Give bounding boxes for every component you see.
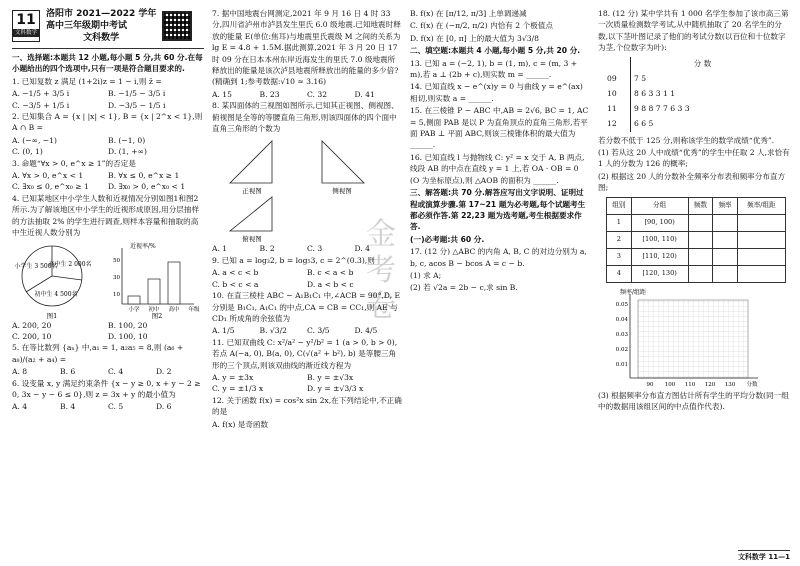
qr-code-icon[interactable]	[162, 11, 192, 41]
q6-options	[12, 401, 204, 412]
table-cell: [100, 110)	[631, 231, 688, 248]
q5-option-d: D. 2	[156, 367, 172, 377]
exam-title: 洛阳市 2021—2022 学年	[46, 9, 157, 19]
q10-option-c: C. 3/5	[307, 326, 330, 336]
badge-text: 文科数学	[14, 30, 37, 36]
bar-primary	[128, 296, 140, 304]
stem-header: 分 数	[693, 59, 712, 69]
q1-option-a: A. −1/5 + 3/5 i	[12, 89, 70, 99]
pie-label-middle: 初中生 4 500名	[34, 290, 78, 298]
q2-options	[12, 135, 204, 158]
bar-category: 年级	[188, 306, 200, 313]
side-view-label: 侧视图	[332, 187, 352, 196]
q6-stem: 6. 设变量 x, y 满足约束条件 {x − y ≥ 0, x + y − 2 ≥ 0, 3x − y − 6 ≤ 0},则 z = 3x + y 的最小值为	[12, 378, 201, 399]
q7-option-d: D. 41	[354, 89, 375, 99]
table-header: 频率/组距	[737, 197, 785, 214]
q2-option-b: B. (−1, 0)	[108, 135, 146, 145]
q11-option-d: D. y = ±√3/3 x	[307, 384, 364, 394]
bar-middle	[148, 279, 160, 304]
front-view-label: 正视图	[242, 187, 262, 196]
stem-row	[604, 102, 774, 117]
q4-option-c: C. 200, 10	[12, 331, 52, 341]
section-required-title: (一)必考题:共 60 分.	[410, 234, 485, 244]
q5-option-c: C. 4	[108, 367, 124, 377]
q3-stem: 3. 命题“∀x > 0, e^x ≥ 1”的否定是	[12, 158, 136, 168]
page-footer: 文科数学 11—1	[738, 550, 790, 562]
q11-option-c: C. y = ±1/3 x	[212, 384, 264, 394]
section-choice-title: 一、选择题:本题共 12 小题,每小题 5 分,共 60 分.在每小题给出的四个选项中,只有一项是符合题目要求的.	[12, 53, 203, 74]
table-row	[607, 265, 786, 282]
q16-stem: 16. 已知直线 l 与抛物线 C: y² = x 交于 A, B 两点,线段 AB 的中点在直线 y = 1 上,若 OA · OB = 0 (O 为坐标原点),则 △AOB 的面积为 ______.	[410, 152, 585, 185]
stem-leaves: 9 8 8 7 7 6 3 3	[634, 104, 690, 114]
q7-stem: 7. 据中国地震台网测定,2021 年 9 月 16 日 4 时 33 分,四川省泸州市泸县发生里氏 6.0 级地震.已知地震时释放的能量 E(单位:焦耳)与地震里氏震级 M 之间的关系为 lg E = 4.8 + 1.5M.据此测算,2021 年 3 月 20 日 17 时 09 分在日本本州东岸近海发生的里氏 7.0 级地震所释放出的能量是该次泸县地震所释放出的能量的多少倍?(精确到 1;参考数据:√10 ≈ 3.16)	[212, 9, 401, 87]
q11-stem: 11. 已知双曲线 C: x²/a² − y²/b² = 1 (a > 0, b > 0),若点 A(−a, 0), B(a, 0), C(√(a² + b²), b) 是等腰三角形的三个顶点,则该双曲线的渐近线方程为	[212, 337, 398, 370]
q2-option-a: A. (−∞, −1)	[12, 135, 57, 145]
table-cell[interactable]	[713, 265, 738, 282]
bar-y-title: 近视率/%	[130, 242, 156, 250]
q5-stem: 5. 在等比数列 {aₙ} 中,a₁ = 1, a₂a₅ = 8,则 (a₆ + a₈)/(a₂ + a₄) =	[12, 343, 184, 364]
q12-option-d: D. f(x) 在 [0, π] 上的最大值为 3√3/8	[410, 33, 539, 43]
q3-option-b: B. ∀x ≤ 0, e^x ≥ 1	[108, 171, 180, 181]
q5-options	[12, 366, 204, 377]
svg-text:金: 金	[366, 217, 396, 252]
q10-option-a: A. 1/5	[212, 326, 235, 336]
bar-category: 高中	[168, 306, 180, 313]
q12-stem: 12. 关于函数 f(x) = cos²x sin 2x,在下列结论中,不正确的是	[212, 395, 402, 417]
q7-option-a: A. 15	[212, 89, 232, 99]
section-answer-title: 三、解答题:共 70 分.解答应写出文字说明、证明过程或演算步骤.第 17~21 题为必考题,每个试题考生都必须作答.第 22,23 题为选考题,考生根据要求作答.	[410, 188, 586, 232]
q1-option-b: B. −1/5 − 3/5 i	[108, 89, 166, 99]
front-view	[230, 141, 272, 183]
table-cell: 3	[607, 248, 632, 265]
hist-y-tick: 0.02	[615, 346, 628, 353]
section-fill-title: 二、填空题:本题共 4 小题,每小题 5 分,共 20 分.	[410, 46, 581, 56]
stem-row	[604, 117, 774, 132]
hist-x-tick: 130	[724, 381, 736, 388]
q17-part2: (2) 若 √2a = 2b − c,求 sin B.	[410, 283, 518, 293]
fig1-caption: 图1	[46, 311, 58, 320]
q3-option-a: A. ∀x > 0, e^x < 1	[12, 171, 84, 181]
bar-high	[168, 262, 180, 304]
q6-option-c: C. 5	[108, 402, 124, 412]
q5-option-b: B. 6	[60, 367, 76, 377]
q9-option-d: D. a < b < c	[307, 279, 354, 289]
stem-key: 10	[604, 87, 631, 102]
table-cell[interactable]	[688, 265, 713, 282]
hist-y-tick: 0.04	[615, 316, 628, 323]
q4-option-d: D. 100, 10	[108, 331, 148, 341]
side-view	[322, 141, 364, 183]
table-cell: 1	[607, 214, 632, 231]
q12-option-a: A. f(x) 是奇函数	[212, 419, 269, 429]
q8-stem: 8. 某四面体的三视图如图所示,已知其正视图、侧视图、俯视图是全等的等腰直角三角形,则该四面体的四个面中直角三角形的个数为	[212, 101, 399, 134]
q1-option-c: C. −3/5 + 1/5 i	[12, 100, 70, 110]
q18-part2: (2) 根据这 20 人的分数补全频率分布表和频率分布直方图;	[598, 171, 786, 193]
q17-part1: (1) 求 A;	[410, 270, 442, 280]
q11-option-a: A. y = ±3x	[212, 372, 254, 382]
bar-tick: 50	[113, 257, 120, 264]
table-cell: [120, 130)	[631, 265, 688, 282]
grid-area[interactable]	[638, 300, 748, 378]
q18-stem: 18. (12 分) 某中学共有 1 000 名学生参加了该市高三第一次质量检测数学考试,从中随机抽取了 20 名学生的分数,以下茎叶图记录了他们的考试分数(以百位和十位数字为茎,个位数字为叶):	[598, 9, 789, 53]
q18-part1: (1) 若从这 20 人中成绩“优秀”的学生中任取 2 人,求恰有 1 人的分数为 126 的概率;	[598, 148, 790, 169]
pie-label-high: 高中生 2 000名	[48, 260, 92, 268]
bar-tick: 10	[113, 291, 120, 298]
q10-options	[212, 325, 402, 336]
q11-option-b: B. y = ±√3x	[307, 372, 354, 382]
q2-option-d: D. (1, +∞)	[108, 147, 147, 157]
q4-options	[12, 320, 204, 343]
q12-option-c: C. f(x) 在 (−π/2, π/2) 内恰有 2 个极值点	[410, 21, 553, 31]
exam-header	[12, 8, 204, 49]
table-cell[interactable]	[737, 214, 785, 231]
table-header: 频数	[688, 197, 713, 214]
q5-option-a: A. 8	[12, 367, 28, 377]
hist-y-title: 频率/组距	[620, 288, 647, 296]
hist-x-tick: 90	[646, 381, 654, 388]
q18-text: 若分数不低于 125 分,则称该学生的数学成绩“优秀”.	[598, 135, 775, 145]
q8-options	[212, 243, 402, 254]
table-cell[interactable]	[737, 231, 785, 248]
top-view-label: 俯视图	[242, 235, 262, 244]
q17-stem: 17. (12 分) △ABC 的内角 A, B, C 的对边分别为 a, b, c, acos B − bcos A = c − b.	[410, 247, 587, 268]
badge-number: 11	[16, 12, 36, 28]
q6-option-b: B. 4	[60, 402, 76, 412]
q10-stem: 10. 在直三棱柱 ABC − A₁B₁C₁ 中,∠ACB = 90°,D, E 分别是 B₁C₁, A₁C₁ 的中点,CA = CB = CC₁,则 AE 与 CD₁ 所成角的余弦值为	[212, 291, 400, 323]
q3-options	[12, 170, 204, 193]
q12-option-b: B. f(x) 在 [π/12, π/3] 上单调递减	[410, 9, 527, 18]
table-row	[607, 214, 786, 231]
histogram-grid	[598, 286, 788, 390]
q4-figures	[12, 240, 202, 320]
q9-options	[212, 267, 402, 290]
hist-x-title: 分数	[746, 381, 758, 388]
q1-stem: 1. 已知复数 z 满足 (1+2i)z = 1 − i,则 z̄ =	[12, 76, 162, 86]
q1-option-d: D. −3/5 − 1/5 i	[108, 100, 166, 110]
q7-option-b: B. 23	[259, 89, 280, 99]
stem-leaf-plot	[604, 57, 774, 132]
fig2-caption: 图2	[151, 311, 163, 320]
q11-options	[212, 372, 402, 395]
column-1	[12, 8, 204, 413]
q1-options	[12, 88, 204, 111]
q3-option-c: C. ∃x₀ ≤ 0, e^x₀ ≥ 1	[12, 182, 89, 192]
q3-option-d: D. ∃x₀ > 0, e^x₀ < 1	[108, 182, 186, 192]
table-cell: 4	[607, 265, 632, 282]
q8-option-a: A. 1	[212, 244, 228, 254]
q10-option-b: B. √3/2	[259, 326, 287, 336]
q9-option-b: B. c < a < b	[307, 268, 354, 278]
table-cell: [90, 100)	[631, 214, 688, 231]
hist-y-tick: 0.05	[615, 301, 628, 308]
q8-option-c: C. 3	[307, 244, 323, 254]
q13-stem: 13. 已知 a = (−2, 1), b = (1, m), c = (m, 3 + m),若 a ⊥ (2b + c),则实数 m = ______.	[410, 58, 578, 80]
stem-key: 09	[604, 72, 631, 87]
q4-option-b: B. 100, 20	[108, 320, 148, 330]
table-cell[interactable]	[713, 248, 738, 265]
q6-option-a: A. 4	[12, 402, 28, 412]
stem-row	[604, 87, 774, 102]
table-header: 分组	[631, 197, 688, 214]
stem-key: 11	[604, 102, 631, 117]
q2-stem: 2. 已知集合 A = {x | |x| < 1}, B = {x | 2^x < 1},则 A ∩ B =	[12, 112, 203, 133]
table-cell[interactable]	[688, 248, 713, 265]
table-header: 频率	[713, 197, 738, 214]
stem-row	[604, 72, 774, 87]
q14-stem: 14. 已知直线 x − e^(x)y = 0 与曲线 y = e^(ax) 相切,则实数 a = ______.	[410, 82, 583, 103]
q9-option-c: C. b < c < a	[212, 279, 259, 289]
table-cell[interactable]	[688, 231, 713, 248]
q7-option-c: C. 32	[307, 89, 328, 99]
table-cell[interactable]	[737, 248, 785, 265]
badge	[12, 10, 40, 42]
stem-key: 12	[604, 117, 631, 132]
table-header: 组别	[607, 197, 632, 214]
exam-subtitle: 高中三年级期中考试	[46, 21, 128, 31]
q2-option-c: C. (0, 1)	[12, 147, 43, 157]
q4-option-a: A. 200, 20	[12, 320, 52, 330]
stem-leaves: 6 6 5	[634, 119, 654, 129]
table-row	[607, 231, 786, 248]
column-2	[212, 8, 402, 431]
column-4	[598, 8, 790, 413]
hist-x-tick: 120	[704, 381, 716, 388]
q7-options	[212, 89, 402, 100]
q10-option-d: D. 4/5	[354, 326, 378, 336]
bar-category: 初中	[148, 306, 160, 313]
q4-stem: 4. 已知某地区中小学生人数和近视情况分别如图1和图2所示.为了解该地区中小学生的近视形成原因,用分层抽样的方法抽取 2% 的学生进行调查,则样本容量和抽取的高中生近视人数分别为	[12, 193, 200, 238]
table-row	[607, 248, 786, 265]
table-cell[interactable]	[688, 214, 713, 231]
q15-stem: 15. 在三棱锥 P − ABC 中,AB = 2√6, BC = 1, AC = 5,侧面 PAB 是以 P 为直角顶点的直角三角形,若平面 PAB ⊥ 平面 ABC,则该三棱锥体积的最大值为 ______.	[410, 106, 589, 150]
hist-x-tick: 100	[664, 381, 676, 388]
frequency-table	[606, 197, 786, 283]
column-3	[410, 8, 590, 295]
table-cell[interactable]	[737, 265, 785, 282]
exam-subject: 文科数学	[83, 33, 120, 43]
top-view	[230, 197, 272, 231]
pie-label-primary: 小学生 3 500名	[14, 262, 58, 270]
q8-three-views	[212, 135, 402, 243]
q9-stem: 9. 已知 a = log₃2, b = log₅3, c = 2^(0.3),则	[212, 255, 375, 265]
bar-tick: 30	[113, 274, 120, 281]
stem-leaves: 8 6 3 3 1 1	[634, 89, 676, 99]
hist-y-tick: 0.03	[615, 331, 628, 338]
q8-option-b: B. 2	[259, 244, 275, 254]
hist-x-tick: 110	[684, 381, 696, 388]
q9-option-a: A. a < c < b	[212, 268, 259, 278]
svg-text:考: 考	[366, 253, 396, 288]
table-cell[interactable]	[713, 214, 738, 231]
hist-y-tick: 0.01	[615, 361, 628, 368]
table-cell: [110, 120)	[631, 248, 688, 265]
table-cell: 2	[607, 231, 632, 248]
q8-option-d: D. 4	[354, 244, 370, 254]
bar-category: 小学	[128, 306, 140, 313]
svg-text:卷: 卷	[366, 289, 396, 324]
q18-part3: (3) 根据频率分布直方图估计所有学生的平均分数(同一组中的数据用该组区间的中点值作代表).	[598, 390, 789, 412]
stem-leaves: 7 5	[634, 74, 647, 84]
q6-option-d: D. 6	[156, 402, 172, 412]
table-cell[interactable]	[713, 231, 738, 248]
